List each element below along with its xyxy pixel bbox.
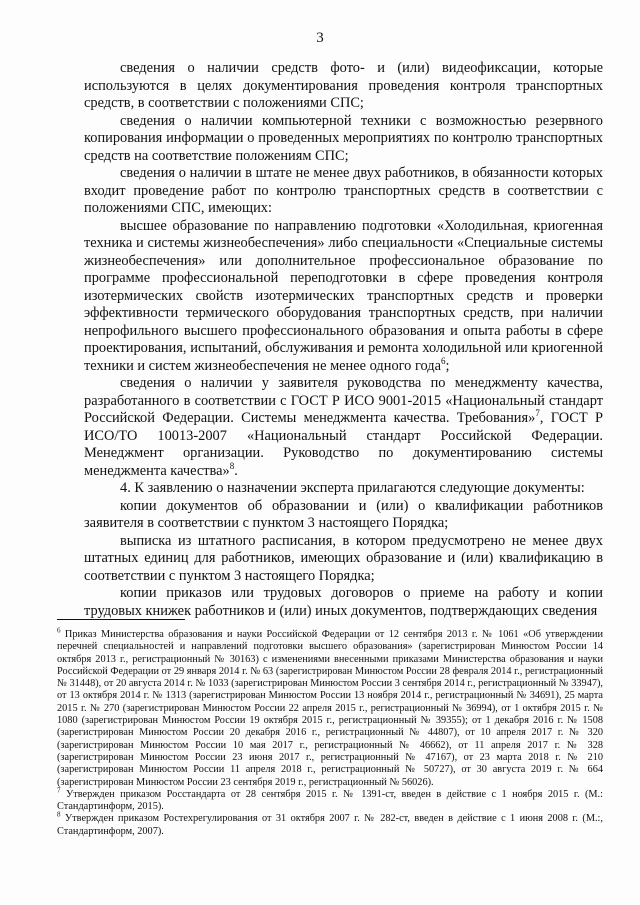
footnote-ref-8: 8: [229, 460, 235, 471]
footnote-ref-6: 6: [441, 355, 446, 366]
footnote-mark: 8: [57, 811, 61, 820]
footnote-text: Приказ Министерства образования и науки Российской Федерации от 12 сентября 2013 г. № 1061 «Об утверждении перечней специальностей и направлений подготовки высшего образования» (зарегистрирован Минюстом России 14 октября 2013 г., регистрационный № 30163) с изменениями внесенными приказами Министерства образования и науки Российской Федерации от 29 января 2014 г. № 63 (зарегистрирован Минюстом России 28 февраля 2014 г., регистрационный № 31448), от 20 августа 2014 г. № 1033 (зарегистрирован Минюстом России 3 сентября 2014 г., регистрационный № 33947), от 13 октября 2014 г. № 1313 (зарегистрирован Минюстом России 13 ноября 2014 г., регистрационный № 34691), 25 марта 2015 г. № 270 (зарегистрирован Минюстом России 22 апреля 2015 г., регистрационный № 36994), от 1 октября 2015 г. № 1080 (зарегистрирован Минюстом России 19 октября 2015 г., регистрационный № 39355); от 1 декабря 2016 г. № 1508 (зарегистрирован Минюстом России 20 декабря 2016 г., регистрационный № 44807), от 10 апреля 2017 г. № 320 (зарегистрирован Минюстом России 10 мая 2017 г., регистрационный № 46662), от 11 апреля 2017 г. № 328 (зарегистрирован Минюстом России 23 июня 2017 г., регистрационный № 47167), от 23 марта 2018 г. № 210 (зарегистрирован Минюстом России 11 апреля 2018 г., регистрационный № 50727), от 30 августа 2019 г. № 664 (зарегистрирован Минюстом России 23 сентября 2019 г., регистрационный № 56026).: [57, 629, 603, 788]
footnote-text: Утвержден приказом Росстандарта от 28 сентября 2015 г. № 1391-ст, введен в действие с 1 ноября 2015 г. (М.: Стандартинформ, 2015).: [57, 788, 603, 813]
paragraph: 4. К заявлению о назначении эксперта прилагаются следующие документы:: [120, 480, 585, 496]
footnote-text: Утвержден приказом Ростехрегулирования от 31 октября 2007 г. № 282-ст, введен в действие с 1 июня 2008 г. (М.:, Стандартинформ, 2007).: [57, 813, 603, 837]
footnote: [57, 786, 603, 814]
footnote-ref-7: 7: [535, 408, 540, 419]
footnote: [57, 626, 603, 789]
paragraph: сведения о наличии в штате не менее двух работников, в обязанности которых входит проведение работ по контролю транспортных средств в соответствии с положениями СПС, имеющих:: [84, 165, 603, 216]
paragraph: копии документов об образовании и (или) о квалификации работников заявителя в соответствии с пунктом 3 настоящего Порядка;: [84, 497, 603, 531]
footnote-mark: 7: [57, 786, 61, 795]
document-body: [84, 60, 603, 620]
paragraph-punct: .: [234, 462, 238, 479]
paragraph: [84, 218, 603, 376]
paragraph-punct: ;: [445, 357, 450, 374]
paragraph: сведения о наличии компьютерной техники с возможностью резервного копирования информации о проведенных мероприятиях по контролю транспортных средств на соответствие положениям СПС;: [84, 112, 603, 164]
footnote: [57, 813, 603, 838]
footnote-divider: [57, 619, 185, 620]
footnote-mark: 6: [57, 626, 61, 635]
footnotes: [57, 626, 603, 838]
paragraph: копии приказов или трудовых договоров о приеме на работу и копии трудовых книжек работников и (или) иных документов, подтверждающих сведения: [84, 585, 603, 619]
paragraph-text: высшее образование по направлению подготовки «Холодильная, криогенная техника и системы жизнеобеспечения» либо специальности «Специальные системы жизнеобеспечения» или дополнительное профессиональное образование по программе профессиональной переподготовки в сфере проведения контроля изотермических свойств изотермических транспортных средств и проверки эффективности термического оборудования транспортных средств, при наличии непрофильного высшего профессионального образования и опыта работы в сфере проектирования, испытаний, обслуживания и ремонта холодильной или криогенной техники и систем жизнеобеспечения не менее одного года: [84, 217, 603, 374]
paragraph: [84, 375, 603, 480]
paragraph: сведения о наличии средств фото- и (или) видеофиксации, которые используются в целях документирования проведения контроля транспортных средств, в соответствии с положениями СПС;: [84, 60, 603, 111]
paragraph-text-cont: , ГОСТ Р ИСО/ТО 10013-2007 «Национальный стандарт Российской Федерации. Менеджмент организации. Руководство по документированию системы менеджмента качества»: [84, 410, 603, 479]
paragraph: выписка из штатного расписания, в котором предусмотрено не менее двух штатных единиц для работников, имеющих образование и (или) квалификацию в соответствии с пунктом 3 настоящего Порядка;: [84, 532, 603, 584]
paragraph-text: сведения о наличии у заявителя руководства по менеджменту качества, разработанного в соответствии с ГОСТ Р ИСО 9001-2015 «Национальный стандарт Российской Федерации. Системы менеджмента качества. Требования»: [84, 375, 603, 426]
page-number: 3: [316, 30, 324, 46]
